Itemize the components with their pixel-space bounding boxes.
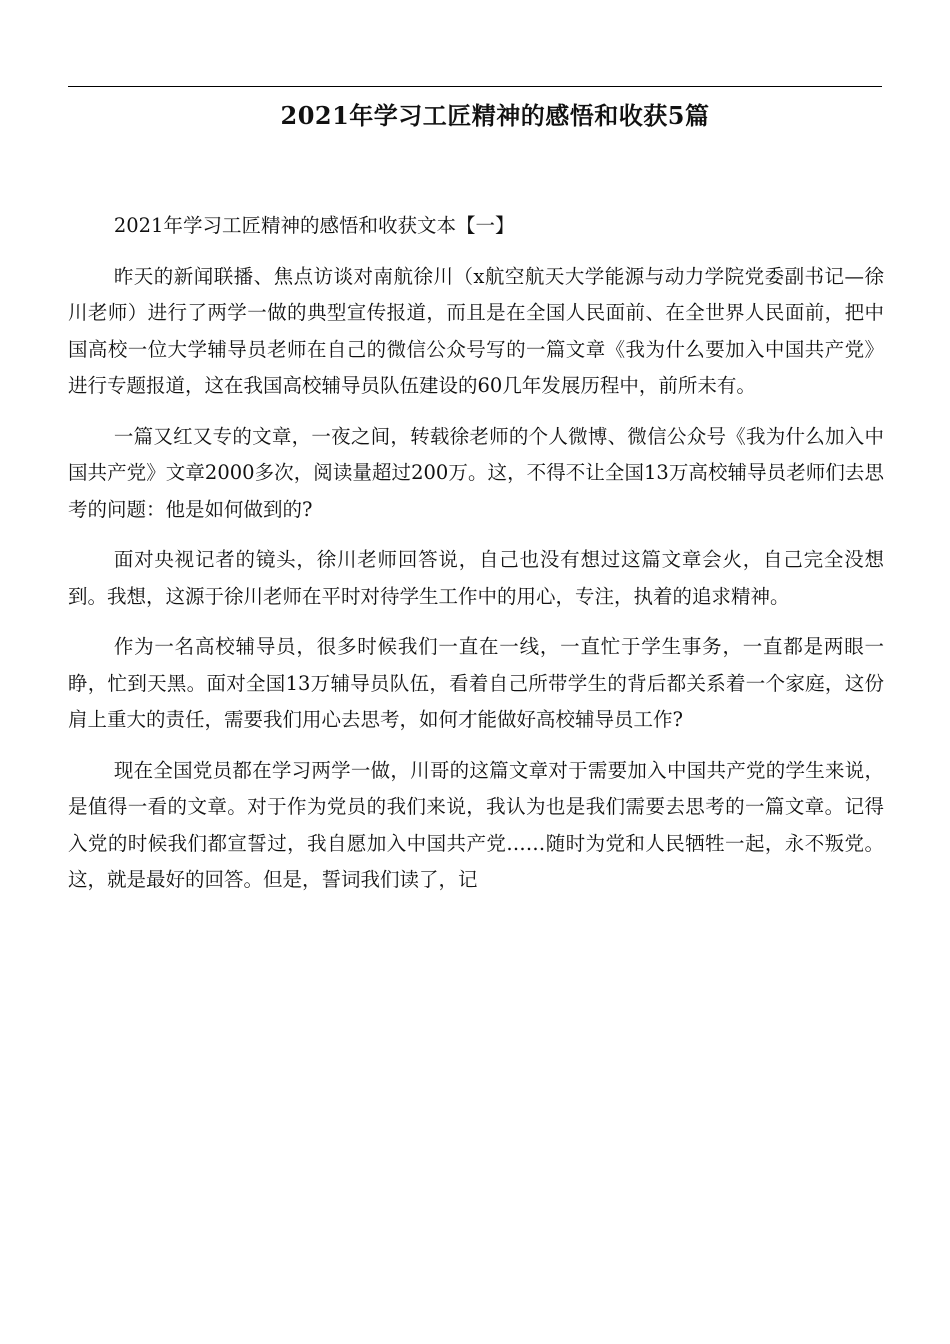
header-rule [68,86,882,87]
section-heading: 2021年学习工匠精神的感悟和收获文本【一】 [113,214,515,237]
body-paragraph: 面对央视记者的镜头，徐川老师回答说，自己也没有想过这篇文章会火，自己完全没想到。我想，这源于徐川老师在平时对待学生工作中的用心，专注，执着的追求精神。 [68,548,884,608]
body-paragraph: 作为一名高校辅导员，很多时候我们一直在一线，一直忙于学生事务，一直都是两眼一睁，忙到天黑。面对全国13万辅导员队伍，看着自己所带学生的背后都关系着一个家庭，这份肩上重大的责任，需要我们用心去思考，如何才能做好高校辅导员工作? [68,635,884,731]
body-paragraph: 一篇又红又专的文章，一夜之间，转载徐老师的个人微博、微信公众号《我为什么加入中国共产党》文章2000多次，阅读量超过200万。这，不得不让全国13万高校辅导员老师们去思考的问题：他是如何做到的? [68,424,884,521]
body-paragraph: 昨天的新闻联播、焦点访谈对南航徐川（x航空航天大学能源与动力学院党委副书记—徐川老师）进行了两学一做的典型宣传报道，而且是在全国人民面前、在全世界人民面前，把中国高校一位大学辅导员老师在自己的微信公众号写的一篇文章《我为什么要加入中国共产党》进行专题报道，这在我国高校辅导员队伍建设的60几年发展历程中，前所未有。 [68,264,884,397]
body-paragraph: 现在全国党员都在学习两学一做，川哥的这篇文章对于需要加入中国共产党的学生来说，是值得一看的文章。对于作为党员的我们来说，我认为也是我们需要去思考的一篇文章。记得入党的时候我们都宣誓过，我自愿加入中国共产党……随时为党和人民牺牲一起，永不叛党。这，就是最好的回答。但是，誓词我们读了，记 [68,758,884,891]
document-title: 2021年学习工匠精神的感悟和收获5篇 [280,101,710,130]
document-body [68,208,884,913]
